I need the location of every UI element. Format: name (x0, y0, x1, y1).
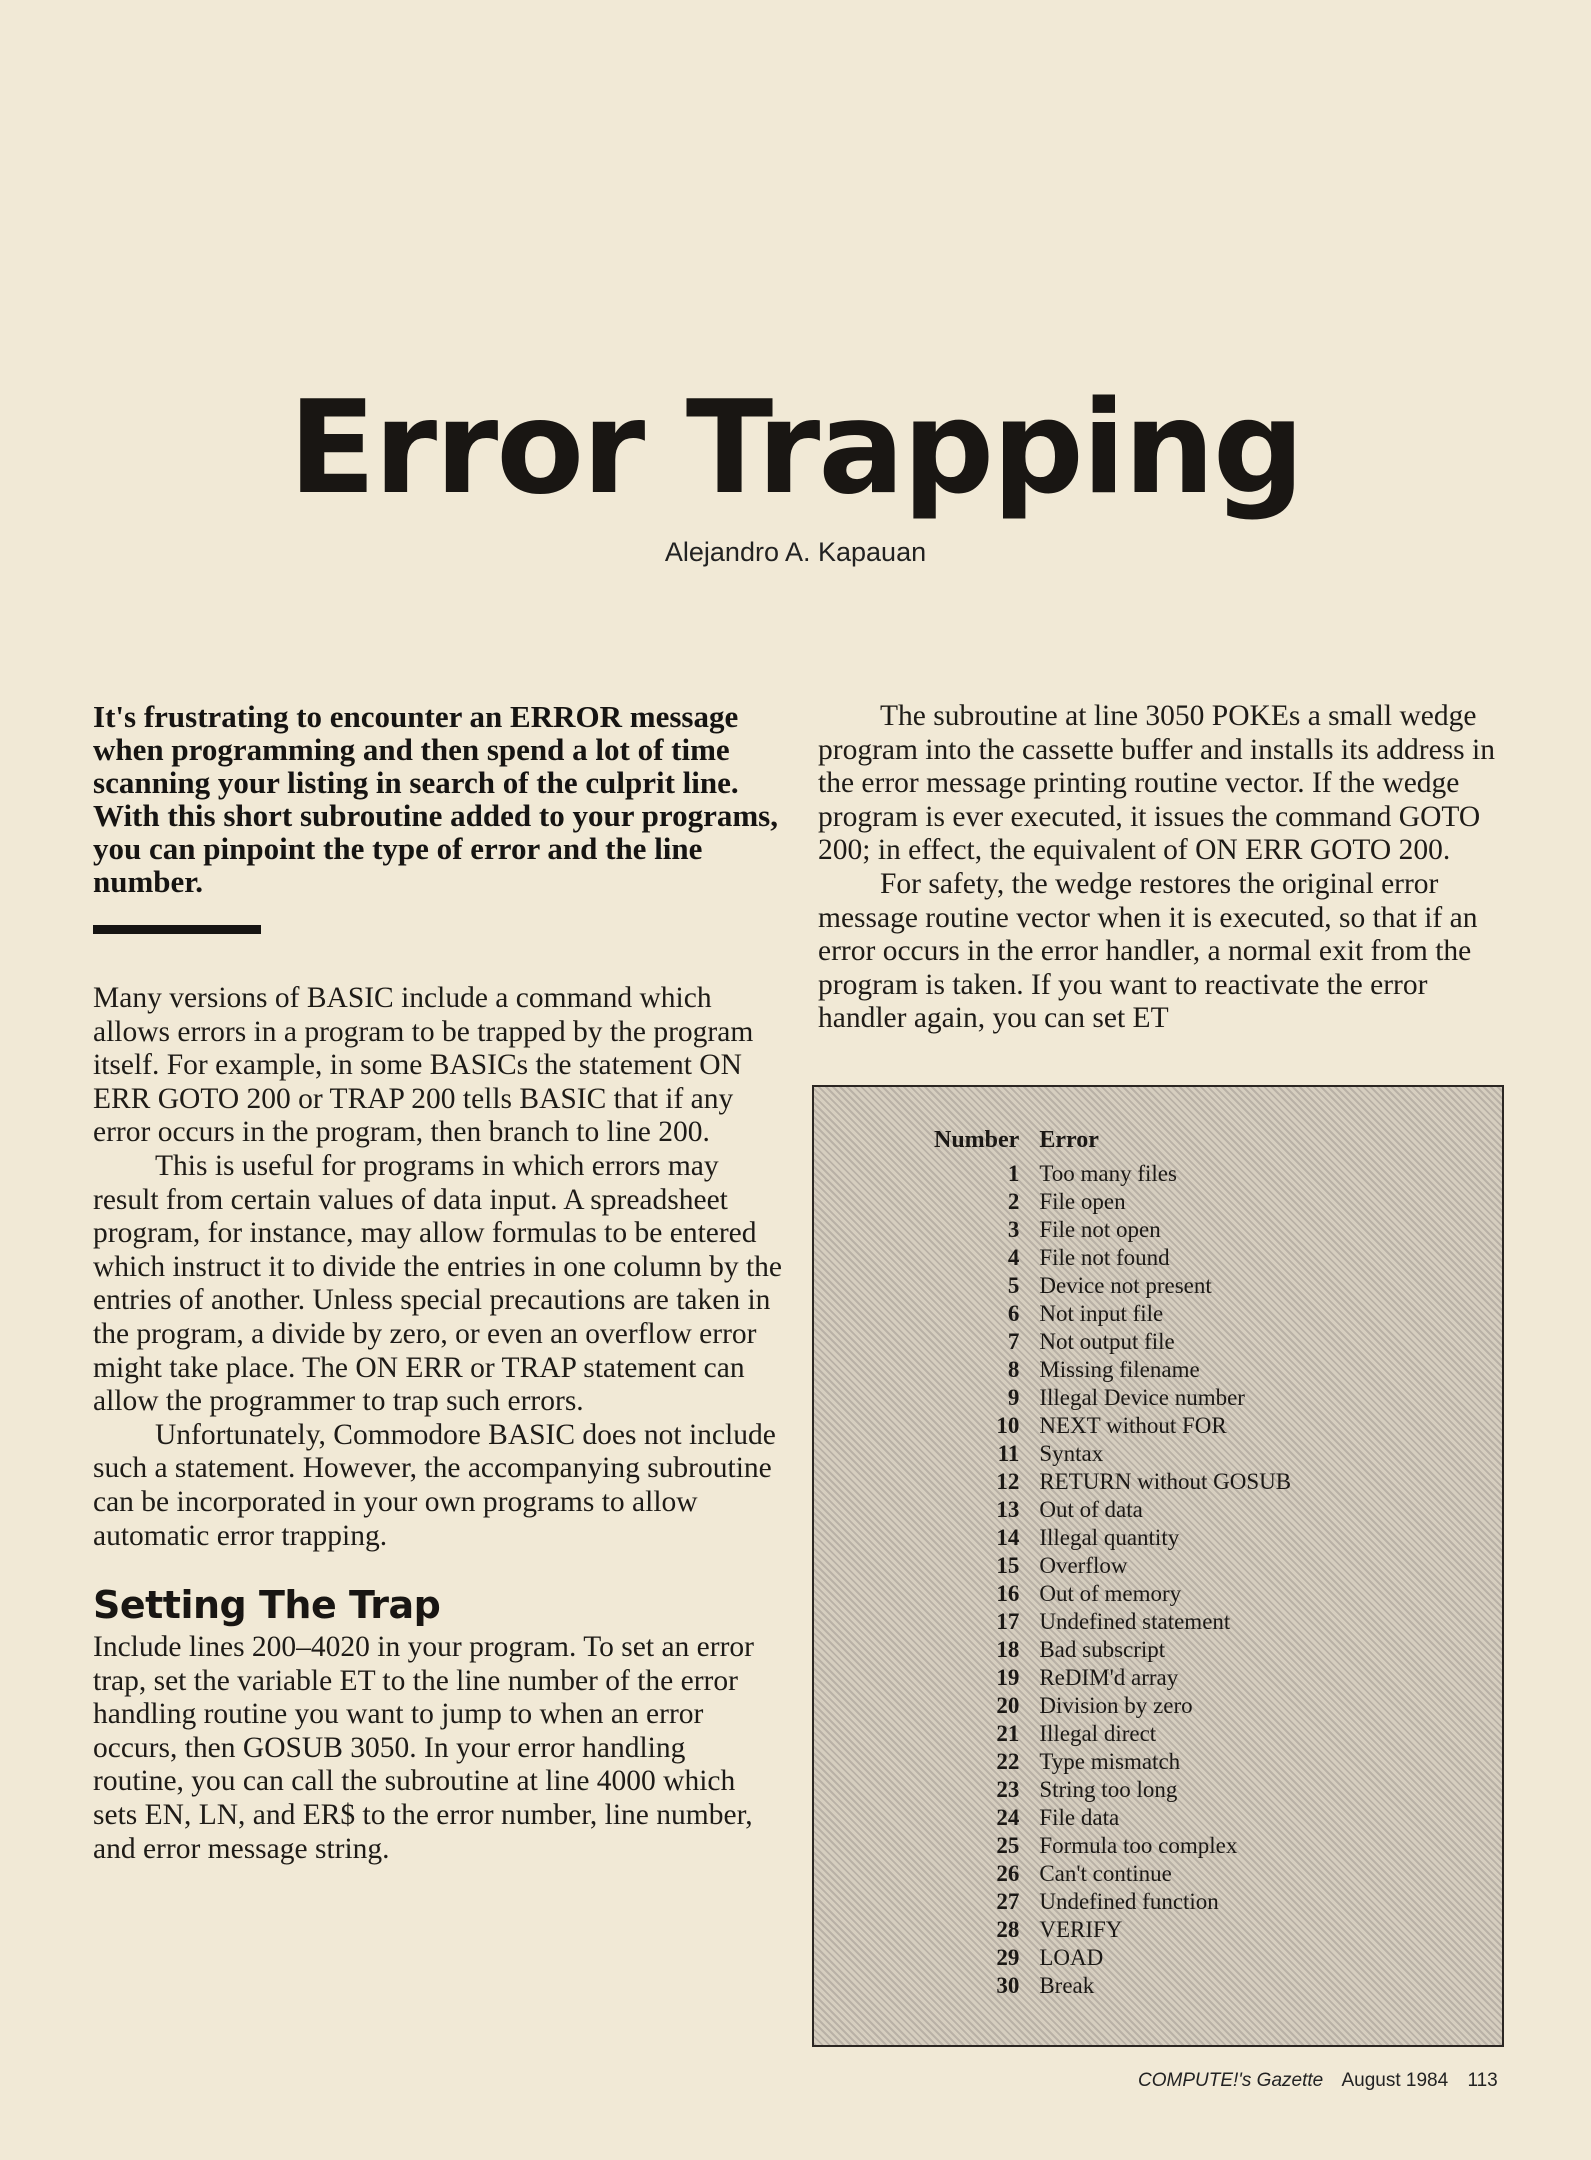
error-message: Out of memory (1039, 1581, 1182, 1606)
error-message: File data (1039, 1805, 1120, 1830)
error-number: 23 (996, 1777, 1020, 1802)
error-message: Can't continue (1039, 1861, 1172, 1886)
body-paragraph: The subroutine at line 3050 POKEs a small wedge program into the cassette buffer and installs its address in the error message printing routine vector. If the wedge program is ever executed, it issues the command GOTO 200; in effect, the equivalent of ON ERR GOTO 200. (818, 700, 1495, 867)
table-row (934, 1216, 1291, 1244)
body-paragraph: For safety, the wedge restores the original error message routine vector when it is executed, so that if an error occurs in the error handler, a normal exit from the program is taken. If you want to reactivate the error handler again, you can set ET (818, 867, 1478, 1035)
error-message: Formula too complex (1039, 1833, 1238, 1858)
error-number: 8 (1007, 1357, 1020, 1382)
error-message: File not found (1039, 1245, 1170, 1270)
table-row (934, 1328, 1291, 1356)
table-row (934, 1636, 1291, 1664)
error-number: 5 (1007, 1273, 1020, 1298)
error-number: 29 (996, 1945, 1020, 1970)
left-body (93, 982, 783, 1866)
error-number: 1 (1007, 1161, 1020, 1186)
table-row (934, 1832, 1291, 1860)
error-number: 25 (996, 1833, 1020, 1858)
table-row (934, 1608, 1291, 1636)
table-row (934, 1468, 1291, 1496)
article-title: Error Trapping (288, 374, 1303, 523)
table-row (934, 1804, 1291, 1832)
error-number: 6 (1007, 1301, 1020, 1326)
error-number: 16 (996, 1581, 1020, 1606)
error-code-table-box (812, 1085, 1504, 2047)
table-row (934, 1300, 1291, 1328)
error-message: RETURN without GOSUB (1039, 1469, 1292, 1494)
issue-date: August 1984 (1341, 2070, 1449, 2091)
error-message: Device not present (1039, 1273, 1212, 1298)
table-row (934, 1720, 1291, 1748)
page-footer (1138, 2070, 1512, 2092)
error-message: String too long (1039, 1777, 1178, 1802)
error-message: Type mismatch (1039, 1749, 1181, 1774)
table-row (934, 1860, 1291, 1888)
table-row (934, 1748, 1291, 1776)
error-message: Break (1039, 1973, 1095, 1998)
section-heading: Setting The Trap (93, 1583, 441, 1628)
error-column-header: Error (1039, 1127, 1099, 1153)
error-number: 14 (996, 1525, 1020, 1550)
error-message: Syntax (1039, 1441, 1104, 1466)
table-row (934, 1524, 1291, 1552)
right-body (818, 700, 1508, 1036)
error-number: 27 (996, 1889, 1020, 1914)
error-message: Missing filename (1039, 1357, 1200, 1382)
magazine-name: COMPUTE!'s Gazette (1138, 2070, 1324, 2091)
table-row (934, 1412, 1291, 1440)
error-message: Illegal direct (1039, 1721, 1157, 1746)
error-number: 18 (996, 1637, 1020, 1662)
table-row (934, 1972, 1291, 2000)
table-row (934, 1916, 1291, 1944)
table-row (934, 1356, 1291, 1384)
left-column (93, 700, 783, 1866)
error-message: Undefined function (1039, 1889, 1219, 1914)
table-row (934, 1692, 1291, 1720)
table-row (934, 1664, 1291, 1692)
error-number: 19 (996, 1665, 1020, 1690)
error-number: 28 (996, 1917, 1020, 1942)
error-number: 3 (1007, 1217, 1020, 1242)
error-number: 7 (1007, 1329, 1020, 1354)
error-message: Too many files (1039, 1161, 1177, 1186)
intro-deck: It's frustrating to encounter an ERROR message when programming and then spend a lot of time scanning your listing in search of the culprit line. With this short subroutine added to your programs, you can pinpoint the type of error and the line number. (93, 699, 778, 899)
error-number: 20 (996, 1693, 1020, 1718)
error-message: Not output file (1039, 1329, 1175, 1354)
error-number: 21 (996, 1721, 1020, 1746)
error-message: Not input file (1039, 1301, 1164, 1326)
error-message: Undefined statement (1039, 1609, 1231, 1634)
error-message: Illegal quantity (1039, 1525, 1180, 1550)
error-message: Illegal Device number (1039, 1385, 1245, 1410)
body-paragraph: This is useful for programs in which errors may result from certain values of data input. A spreadsheet program, for instance, may allow formulas to be entered which instruct it to divide the entries in one column by the entries of another. Unless special precautions are taken in the program, a divide by zero, or even an overflow error might take place. The ON ERR or TRAP statement can allow the programmer to trap such errors. (93, 1149, 783, 1418)
error-message: NEXT without FOR (1039, 1413, 1227, 1438)
error-number: 24 (996, 1805, 1020, 1830)
right-column (818, 700, 1508, 1036)
error-number: 4 (1007, 1245, 1020, 1270)
error-message: Bad subscript (1039, 1637, 1166, 1662)
table-row (934, 1776, 1291, 1804)
error-message: Division by zero (1039, 1693, 1193, 1718)
error-number: 10 (996, 1413, 1020, 1438)
intro-rule (93, 925, 261, 934)
error-number: 22 (996, 1749, 1020, 1774)
table-row (934, 1552, 1291, 1580)
error-number: 15 (996, 1553, 1020, 1578)
error-number: 17 (996, 1609, 1020, 1634)
table-row (934, 1384, 1291, 1412)
error-message: File open (1039, 1189, 1126, 1214)
body-paragraph: Many versions of BASIC include a command which allows errors in a program to be trapped by the program itself. For example, in some BASICs the statement ON ERR GOTO 200 or TRAP 200 tells BASIC that if any error occurs in the program, then branch to line 200. (93, 982, 754, 1149)
error-number: 26 (996, 1861, 1020, 1886)
table-row (934, 1496, 1291, 1524)
table-row (934, 1160, 1291, 1188)
author-byline: Alejandro A. Kapauan (664, 537, 927, 567)
error-number: 12 (996, 1469, 1020, 1494)
table-row (934, 1944, 1291, 1972)
page-number: 113 (1467, 2070, 1498, 2091)
table-row (934, 1272, 1291, 1300)
table-row (934, 1440, 1291, 1468)
error-code-table (934, 1127, 1291, 2000)
body-paragraph: Include lines 200–4020 in your program. To set an error trap, set the variable ET to the line number of the error handling routine you want to jump to when an error occurs, then GOSUB 3050. In your error handling routine, you can call the subroutine at line 4000 which sets EN, LN, and ER$ to the error number, line number, and error message string. (93, 1631, 754, 1865)
error-message: VERIFY (1039, 1917, 1123, 1942)
table-row (934, 1888, 1291, 1916)
number-column-header: Number (934, 1127, 1020, 1153)
table-header-row (934, 1127, 1291, 1160)
error-number: 9 (1007, 1385, 1020, 1410)
table-row (934, 1188, 1291, 1216)
error-table-body (934, 1160, 1291, 2000)
table-row (934, 1580, 1291, 1608)
error-number: 13 (996, 1497, 1020, 1522)
table-row (934, 1244, 1291, 1272)
error-message: File not open (1039, 1217, 1161, 1242)
error-message: ReDIM'd array (1039, 1665, 1179, 1690)
error-message: LOAD (1039, 1945, 1104, 1970)
error-message: Overflow (1039, 1553, 1128, 1578)
error-number: 11 (997, 1441, 1020, 1466)
error-message: Out of data (1039, 1497, 1143, 1522)
error-number: 30 (996, 1973, 1020, 1998)
error-number: 2 (1007, 1189, 1020, 1214)
body-paragraph: Unfortunately, Commodore BASIC does not include such a statement. However, the accompanying subroutine can be incorporated in your own programs to allow automatic error trapping. (93, 1418, 776, 1552)
